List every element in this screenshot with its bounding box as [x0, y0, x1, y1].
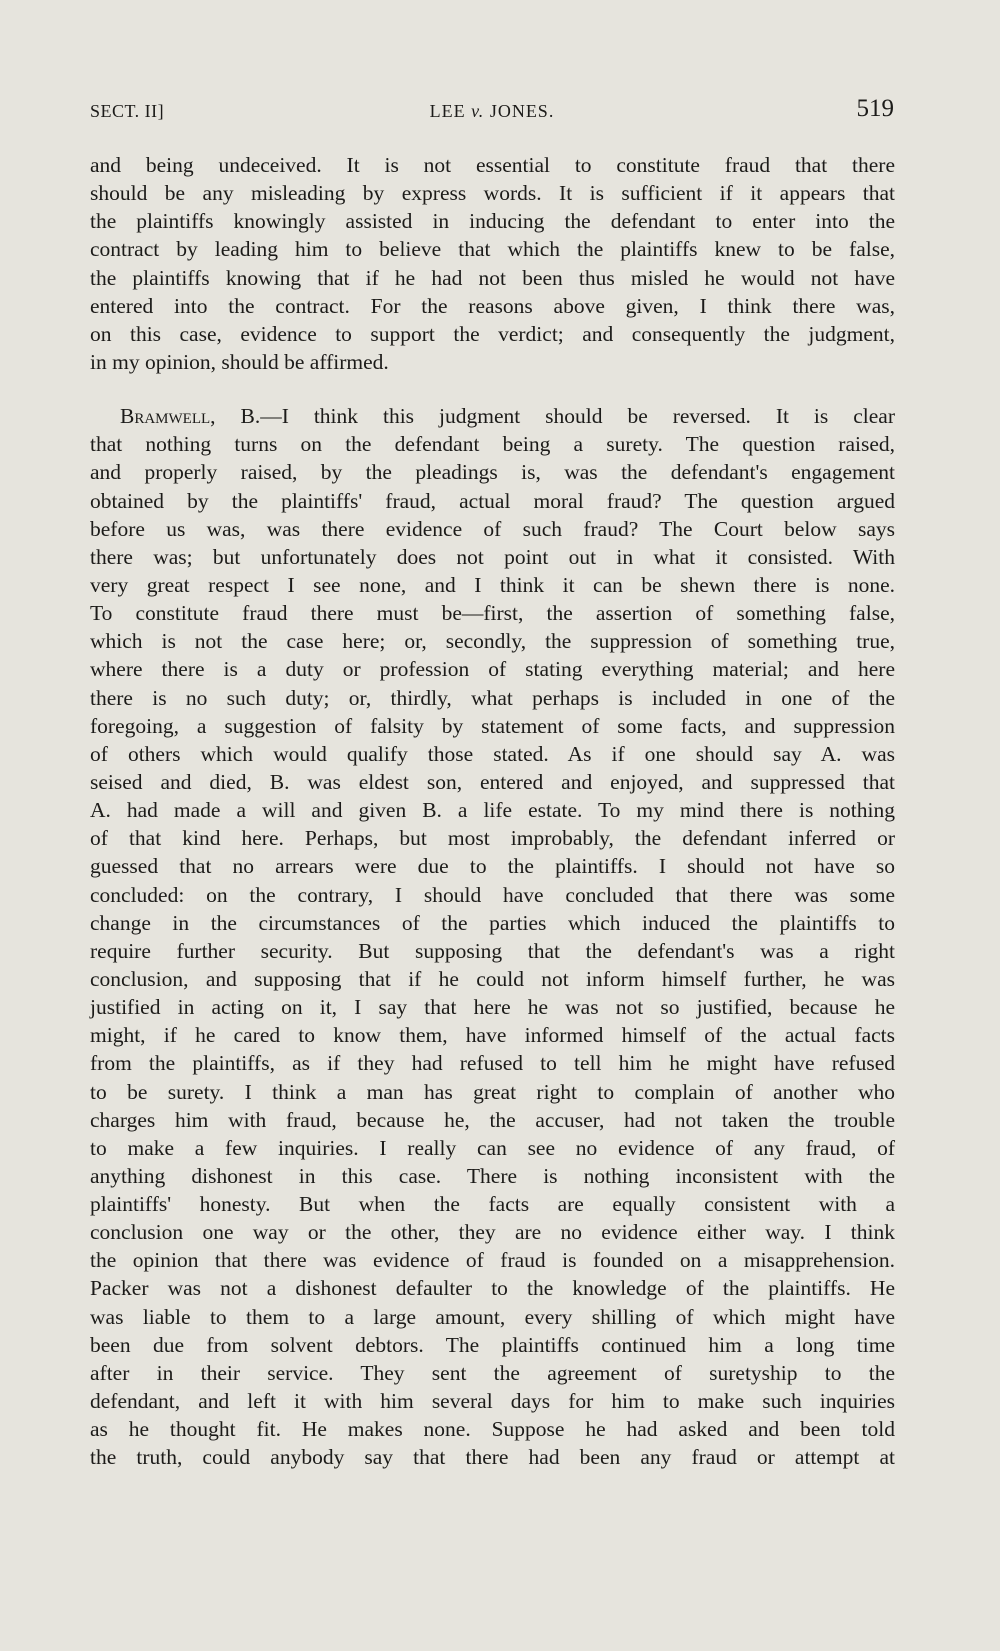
speaker-name: Bramwell, B. — [120, 404, 261, 429]
text-line: seised and died, B. was eldest son, entered and enjoyed, and suppressed that — [90, 769, 895, 794]
text-line: To constitute fraud there must be—first, the assertion of something false, — [90, 601, 895, 626]
text-line: as he thought fit. He makes none. Suppose he had asked and been told — [90, 1417, 895, 1442]
text-line: charges him with fraud, because he, the accuser, had not taken the trouble — [90, 1107, 895, 1132]
text-line: after in their service. They sent the agreement of suretyship to the — [90, 1360, 895, 1385]
text-line: entered into the contract. For the reasons above given, I think there was, — [90, 293, 895, 318]
text-line: anything dishonest in this case. There is nothing inconsistent with the — [90, 1163, 895, 1188]
text-line: been due from solvent debtors. The plaintiffs continued him a long time — [90, 1332, 895, 1357]
text-line: require further security. But supposing that the defendant's was a right — [90, 938, 895, 963]
text-line: where there is a duty or profession of stating everything material; and here — [90, 657, 895, 682]
first-line-text: —I think this judgment should be reversed. It is clear — [260, 404, 895, 429]
text-line: foregoing, a suggestion of falsity by statement of some facts, and suppression — [90, 713, 895, 738]
text-line: concluded: on the contrary, I should have concluded that there was some — [90, 882, 895, 907]
text-line: that nothing turns on the defendant being a surety. The question raised, — [90, 432, 895, 457]
text-line: the truth, could anybody say that there had been any fraud or attempt at — [90, 1445, 895, 1470]
text-line: on this case, evidence to support the verdict; and consequently the judgment, — [90, 321, 895, 346]
text-line: guessed that no arrears were due to the plaintiffs. I should not have so — [90, 854, 895, 879]
text-line: in my opinion, should be affirmed. — [90, 349, 389, 374]
text-line: obtained by the plaintiffs' fraud, actual moral fraud? The question argued — [90, 488, 895, 513]
text-line: plaintiffs' honesty. But when the facts are equally consistent with a — [90, 1192, 895, 1217]
text-line-first — [90, 402, 895, 430]
text-line: should be any misleading by express words. It is sufficient if it appears that — [90, 181, 895, 206]
text-line: there is no such duty; or, thirdly, what perhaps is included in one of the — [90, 685, 895, 710]
case-title-right: JONES. — [489, 101, 555, 121]
text-line: very great respect I see none, and I think it can be shewn there is none. — [90, 572, 895, 597]
paragraph-bramwell — [90, 402, 895, 1471]
text-line: justified in acting on it, I say that here he was not so justified, because he — [90, 995, 895, 1020]
text-line: before us was, was there evidence of such fraud? The Court below says — [90, 516, 895, 541]
running-head — [90, 95, 894, 129]
body-text — [90, 151, 895, 1471]
text-line: the plaintiffs knowing that if he had not been thus misled he would not have — [90, 265, 895, 290]
section-label: SECT. II] — [90, 101, 165, 121]
text-line: conclusion, and supposing that if he could not inform himself further, he was — [90, 966, 895, 991]
text-line: change in the circumstances of the parties which induced the plaintiffs to — [90, 910, 895, 935]
text-line: to make a few inquiries. I really can see no evidence of any fraud, of — [90, 1135, 895, 1160]
paragraph-gap — [90, 376, 895, 402]
text-line: the plaintiffs knowingly assisted in inducing the defendant to enter into the — [90, 209, 895, 234]
text-line: A. had made a will and given B. a life estate. To my mind there is nothing — [90, 798, 895, 823]
case-title-left: LEE — [429, 101, 466, 121]
case-title — [90, 101, 894, 122]
text-line: was liable to them to a large amount, every shilling of which might have — [90, 1304, 895, 1329]
paragraph-opinion-end — [90, 151, 895, 376]
text-line: of others which would qualify those stated. As if one should say A. was — [90, 741, 895, 766]
text-line: contract by leading him to believe that which the plaintiffs knew to be false, — [90, 237, 895, 262]
case-title-versus: v. — [471, 101, 485, 121]
text-line: from the plaintiffs, as if they had refused to tell him he might have refused — [90, 1051, 895, 1076]
text-line: might, if he cared to know them, have informed himself of the actual facts — [90, 1023, 895, 1048]
text-line: the opinion that there was evidence of fraud is founded on a misapprehension. — [90, 1248, 895, 1273]
text-line: which is not the case here; or, secondly, the suppression of something true, — [90, 629, 895, 654]
text-line: and properly raised, by the pleadings is, was the defendant's engagement — [90, 460, 895, 485]
text-line: there was; but unfortunately does not point out in what it consisted. With — [90, 544, 895, 569]
page-number: 519 — [856, 95, 894, 122]
text-line: conclusion one way or the other, they are no evidence either way. I think — [90, 1220, 895, 1245]
text-line: Packer was not a dishonest defaulter to the knowledge of the plaintiffs. He — [90, 1276, 895, 1301]
text-line: to be surety. I think a man has great right to complain of another who — [90, 1079, 895, 1104]
text-line: defendant, and left it with him several days for him to make such inquiries — [90, 1389, 895, 1414]
text-line: of that kind here. Perhaps, but most improbably, the defendant inferred or — [90, 826, 895, 851]
text-line: and being undeceived. It is not essential to constitute fraud that there — [90, 153, 895, 177]
